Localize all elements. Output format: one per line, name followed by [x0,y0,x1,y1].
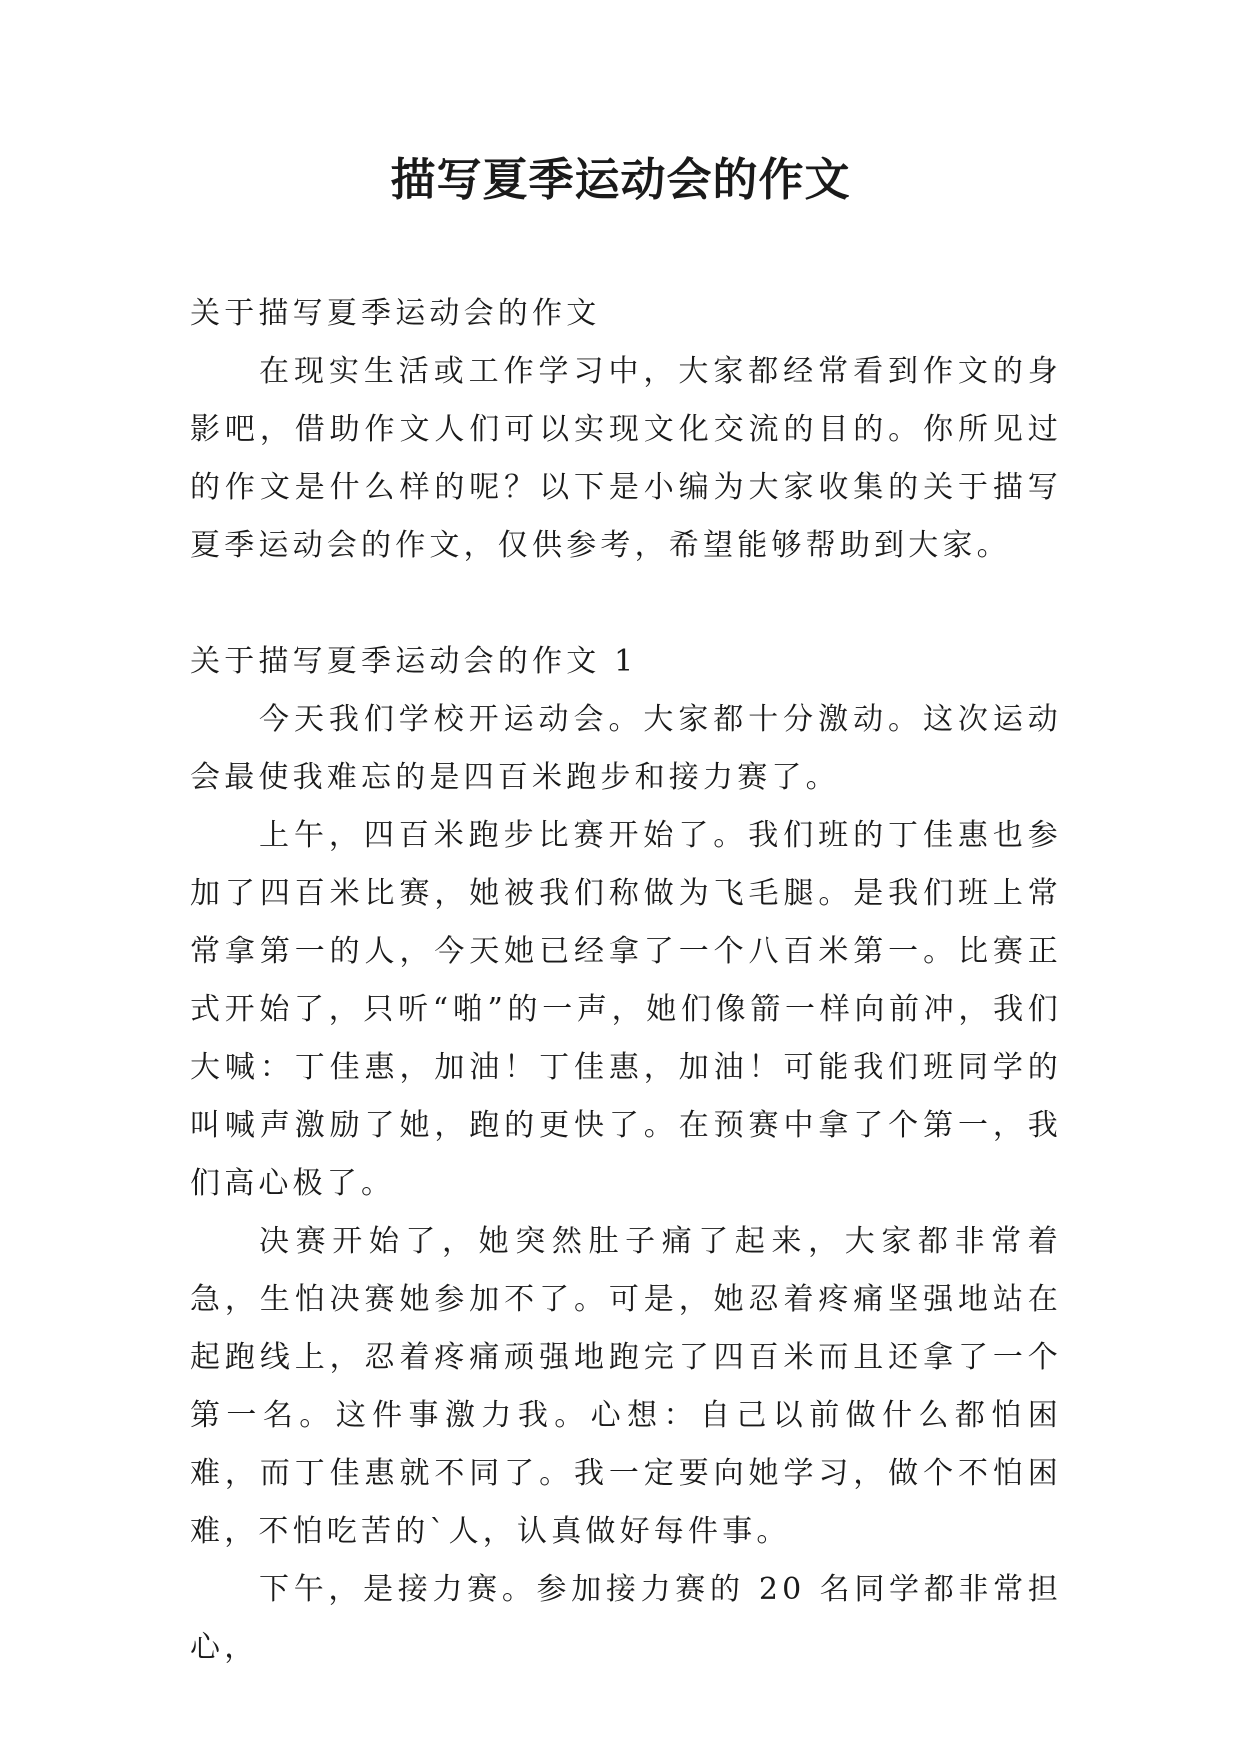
section1-paragraph-2: 上午，四百米跑步比赛开始了。我们班的丁佳惠也参加了四百米比赛，她被我们称做为飞毛腿。是我们班上常常拿第一的人，今天她已经拿了一个八百米第一。比赛正式开始了，只听“啪”的一声，她们像箭一样向前冲，我们大喊：丁佳惠，加油！丁佳惠，加油！可能我们班同学的叫喊声激励了她，跑的更快了。在预赛中拿了个第一，我们高心极了。 [190,818,1062,1201]
section1-heading: 关于描写夏季运动会的作文 1 [190,644,638,679]
intro-heading: 关于描写夏季运动会的作文 [190,296,601,331]
intro-paragraph: 在现实生活或工作学习中，大家都经常看到作文的身影吧，借助作文人们可以实现文化交流的目的。你所见过的作文是什么样的呢？以下是小编为大家收集的关于描写夏季运动会的作文，仅供参考，希望能够帮助到大家。 [190,354,1062,563]
document-body [190,285,1062,1677]
section1-paragraph-3: 决赛开始了，她突然肚子痛了起来，大家都非常着急，生怕决赛她参加不了。可是，她忍着疼痛坚强地站在起跑线上，忍着疼痛顽强地跑完了四百米而且还拿了一个第一名。这件事激力我。心想：自己以前做什么都怕困难，而丁佳惠就不同了。我一定要向她学习，做个不怕困难，不怕吃苦的`人，认真做好每件事。 [190,1224,1062,1549]
section-spacer [190,575,1062,633]
section1-paragraph-4: 下午，是接力赛。参加接力赛的 20 名同学都非常担心， [190,1572,1062,1665]
section1-paragraph-1: 今天我们学校开运动会。大家都十分激动。这次运动会最使我难忘的是四百米跑步和接力赛了。 [190,702,1062,795]
document-title: 描写夏季运动会的作文 [390,153,851,206]
